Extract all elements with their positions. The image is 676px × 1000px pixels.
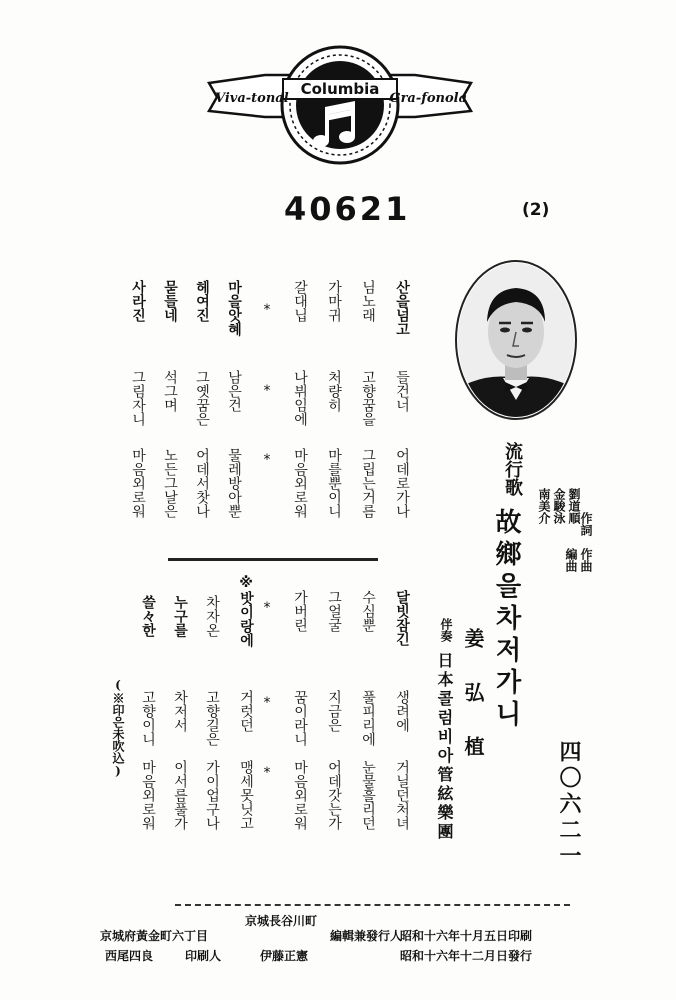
genre-label: 流行歌 — [502, 442, 523, 496]
lyric-line: 나뷔임에 — [292, 370, 308, 426]
lyric-line: 꿈이라니 — [292, 690, 308, 746]
asterisk-mark: * — [263, 765, 271, 781]
catalog-number: 40621 — [284, 190, 411, 228]
asterisk-mark: * — [263, 600, 271, 616]
publisher-address: 京城長谷川町 — [245, 914, 318, 928]
lyric-line: 눈물흘리던 — [360, 760, 376, 830]
asterisk-mark: * — [263, 302, 271, 318]
arranger-name: 南美介 — [537, 488, 551, 524]
lyric-line: 고향이니 — [140, 690, 156, 746]
lyric-line: 그얼굴 — [326, 590, 342, 632]
logo-left-banner: Viva-tonal — [215, 91, 289, 106]
lyric-line: 가마귀 — [326, 280, 342, 322]
lyric-line: 석그며 — [162, 370, 178, 412]
lyric-line: 어데갓는가 — [326, 760, 342, 830]
lyric-line: 마음외로워 — [140, 760, 156, 830]
lyricist-label: 作詞 — [579, 512, 593, 536]
lyric-line: 그옛꿈은 — [194, 370, 210, 426]
lyric-line: 그립는거름 — [360, 448, 376, 518]
singer-name: 姜弘植 — [461, 628, 485, 790]
section-divider — [168, 558, 378, 565]
lyric-line: 처량히 — [326, 370, 342, 412]
lyric-line: 님노래 — [360, 280, 376, 322]
printer-name: 西尾四良 — [105, 949, 154, 963]
lyric-line: 들건너 — [394, 370, 410, 412]
asterisk-mark: * — [263, 383, 271, 399]
printer-address: 京城府黃金町六丁目 — [100, 929, 209, 943]
lyric-line: 가버린 — [292, 590, 308, 632]
printer-label: 印刷人 — [185, 949, 222, 963]
lyric-line: ※밧이랑에 — [238, 575, 254, 647]
lyric-line: 갈대닙 — [292, 280, 308, 322]
imprint-divider — [175, 904, 570, 906]
lyric-line: 산을넘고 — [394, 280, 410, 336]
asterisk-mark: * — [263, 452, 271, 468]
logo-right-banner: Gra-fonola — [389, 91, 467, 106]
catalog-number-kanji: 四〇六二一 — [556, 740, 582, 870]
lyric-line: 거닐던처녀 — [394, 760, 410, 830]
lyricist-name: 劉道順 — [567, 488, 581, 524]
lyric-line: 풀피리에 — [360, 690, 376, 746]
not-recorded-note: (※印은未吹込) — [111, 678, 125, 778]
lyric-line: 고향꿈을 — [360, 370, 376, 426]
lyric-line: 노든그날은 — [162, 448, 178, 518]
columbia-logo — [205, 45, 475, 165]
lyric-line: 사라진 — [130, 280, 146, 322]
lyric-line: 생려에 — [394, 690, 410, 732]
lyric-line: 수심뿐 — [360, 590, 376, 632]
lyric-line: 물레방아뿐 — [226, 448, 242, 518]
lyric-line: 묻들네 — [162, 280, 178, 322]
orchestra-name: 日本콜럼비아管絃樂團 — [435, 652, 454, 842]
lyric-line: 이서름풀가 — [172, 760, 188, 830]
singer-portrait — [455, 260, 577, 420]
publish-date: 昭和十六年十二月日發行 — [400, 949, 533, 963]
lyric-line: 마음외로워 — [130, 448, 146, 518]
lyric-line: 쓸々한 — [140, 595, 156, 637]
lyric-line: 마음외로워 — [292, 760, 308, 830]
lyric-line: 달빗잠긴 — [394, 590, 410, 646]
lyric-line: 고향길은 — [204, 690, 220, 746]
lyric-line: 마을앗혜 — [226, 280, 242, 336]
asterisk-mark: * — [263, 695, 271, 711]
lyric-line: 누구를 — [172, 595, 188, 637]
publisher-name: 伊藤正憲 — [260, 949, 309, 963]
song-title: 故鄉을차저가니 — [491, 508, 521, 732]
logo-brand: Columbia — [300, 80, 380, 98]
lyric-line: 가이업구나 — [204, 760, 220, 830]
arranger-label: 編曲 — [564, 548, 578, 572]
composer-name: 金駿泳 — [552, 488, 566, 524]
lyric-line: 차저서 — [172, 690, 188, 732]
accompaniment-label: 伴奏 — [439, 618, 453, 642]
print-date: 昭和十六年十月五日印刷 — [400, 929, 533, 943]
lyric-line: 어데로가나 — [394, 448, 410, 518]
side-number: (2) — [522, 200, 550, 220]
editor-publisher-label: 編輯兼發行人 — [330, 929, 403, 943]
lyric-line: 남은건 — [226, 370, 242, 412]
lyric-line: 헤여진 — [194, 280, 210, 322]
lyric-line: 지금은 — [326, 690, 342, 732]
lyric-line: 마음외로워 — [292, 448, 308, 518]
lyric-line: 어데서찻나 — [194, 448, 210, 518]
lyric-line: 마를뿐이니 — [326, 448, 342, 518]
composer-label: 作曲 — [579, 548, 593, 572]
lyric-line: 거럿던 — [238, 690, 254, 732]
lyric-line: 맹세못닛고 — [238, 760, 254, 830]
lyric-line: 차자온 — [204, 595, 220, 637]
lyric-line: 그림자니 — [130, 370, 146, 426]
